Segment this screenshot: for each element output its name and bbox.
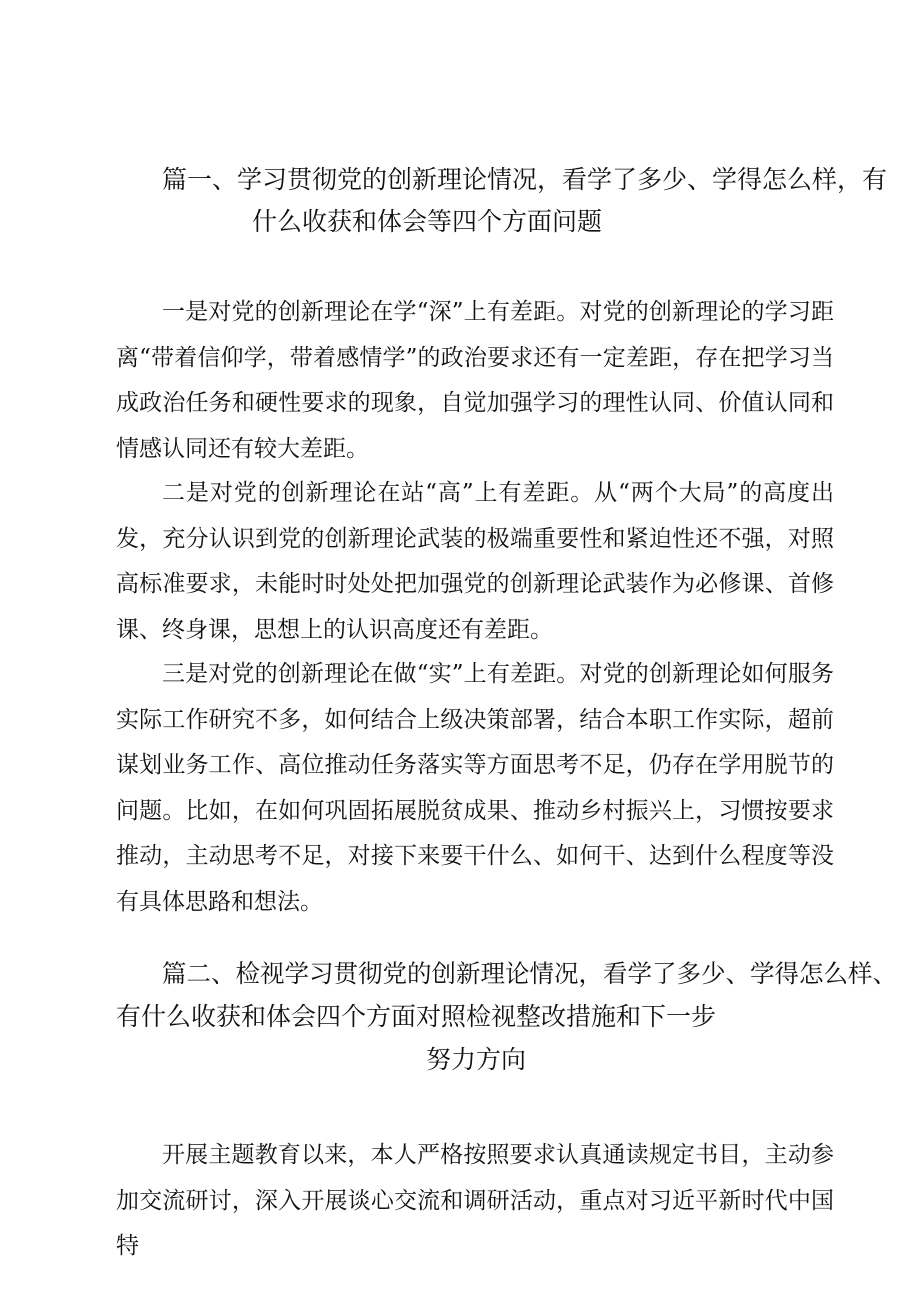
section2-title-line1: 篇二、检视学习贯彻党的创新理论情况，看学了多少、学得怎么样、	[162, 959, 897, 988]
section2-title-line3: 努力方向	[426, 1045, 527, 1074]
section1-paragraph-1: 一是对党的创新理论在学“深”上有差距。对党的创新理论的学习距离“带着信仰学，带着感情学”的政治要求还有一定差距，存在把学习当成政治任务和硬性要求的现象，自觉加强学习的理性认同、价值认同和情感认同还有较大差距。	[116, 299, 834, 462]
section1-paragraph-2: 二是对党的创新理论在站“高”上有差距。从“两个大局”的高度出发，充分认识到党的创新理论武装的极端重要性和紧迫性还不强，对照高标准要求，未能时时处处把加强党的创新理论武装作为必修课、首修课、终身课，思想上的认识高度还有差距。	[116, 480, 834, 643]
section1-title-line2: 什么收获和体会等四个方面问题	[252, 207, 603, 236]
section1-title-line1: 篇一、学习贯彻党的创新理论情况，看学了多少、学得怎么样，有	[162, 165, 888, 194]
section1-paragraph-3: 三是对党的创新理论在做“实”上有差距。对党的创新理论如何服务实际工作研究不多，如何结合上级决策部署，结合本职工作实际，超前谋划业务工作、高位推动任务落实等方面思考不足，仍存在学用脱节的问题。比如，在如何巩固拓展脱贫成果、推动乡村振兴上，习惯按要求推动，主动思考不足，对接下来要干什么、如何干、达到什么程度等没有具体思路和想法。	[116, 661, 834, 915]
section2-paragraph-1: 开展主题教育以来，本人严格按照要求认真通读规定书目，主动参加交流研讨，深入开展谈心交流和调研活动，重点对习近平新时代中国特	[116, 1142, 834, 1259]
section2-title-line2: 有什么收获和体会四个方面对照检视整改措施和下一步	[116, 1002, 717, 1031]
